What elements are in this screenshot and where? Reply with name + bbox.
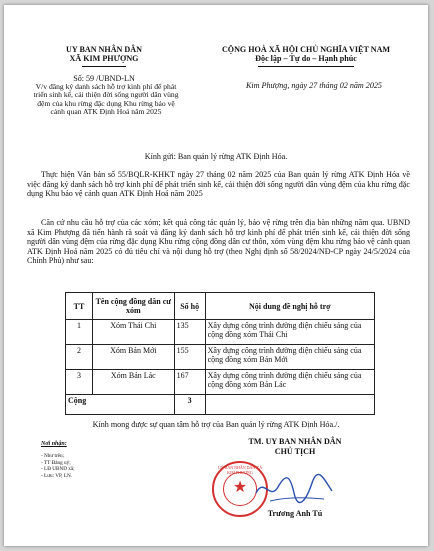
star-icon: ★ xyxy=(232,479,248,496)
table-header-row xyxy=(66,293,375,320)
header-households: Số hộ xyxy=(174,293,205,320)
total-value: 3 xyxy=(174,395,205,415)
org-line2: XÃ KIM PHƯỢNG xyxy=(69,54,139,63)
seal-text: UỶ BAN NHÂN DÂN XÃ KIM PHƯỢNG xyxy=(217,465,263,475)
signer-name: Trương Anh Tú xyxy=(267,509,323,518)
signature-position: CHỦ TỊCH xyxy=(274,447,316,456)
recipient-item: - LĐ UBND xã; xyxy=(41,466,75,473)
recipients-list xyxy=(41,453,141,479)
total-empty xyxy=(205,395,374,415)
place-date: Kim Phượng, ngày 27 tháng 02 năm 2025 xyxy=(246,81,382,90)
cell-content: Xây dựng công trình đường điện chiếu sáng của cộng đồng xóm Thái Chi xyxy=(205,320,374,345)
header-tt: TT xyxy=(66,293,93,320)
document-number: Số: 59 /UBND-LN xyxy=(73,74,135,83)
cell-households: 167 xyxy=(174,370,205,395)
recipient-item: - Như trên; xyxy=(41,453,64,459)
signature-title: TM. UY BAN NHÂN DÂN xyxy=(248,437,342,446)
org-underline xyxy=(82,66,126,67)
header-content: Nội dung đề nghị hỗ trợ xyxy=(205,293,374,320)
motto: Độc lập – Tự do – Hạnh phúc xyxy=(255,54,357,63)
cell-content: Xây dựng công trình đường điện chiếu sáng của cộng đồng xóm Bản Mới xyxy=(205,345,374,370)
table-row xyxy=(66,345,375,370)
body-paragraph-2: Căn cứ nhu cầu hỗ trợ của các xóm; kết quả công tác quản lý, bảo vệ rừng trên địa bàn những năm qua. UBND xã Kim Phượng đã tiến hành rà soát và đăng ký danh sách hỗ trợ kinh phí để phát triển sinh kế, cải thiện đời sống người dân vùng đệm của rừng đặc dụng Khu rừng cộng đồng dân cư thôn, xóm vùng đệm khu rừng bảo vệ cảnh quan ATK Định Hoá năm 2025 có đủ tiêu chí và nội dung hỗ trợ (theo Nghị định số 58/2024/NĐ-CP ngày 24/5/2024 của Chính Phủ) như sau: xyxy=(27,218,410,266)
cell-community: Xóm Bản Mới xyxy=(92,345,174,370)
recipient-line: Kính gửi: Ban quản lý rừng ATK Định Hóa. xyxy=(144,152,288,161)
recipients-title: Nơi nhận: xyxy=(41,441,67,447)
cell-community: Xóm Thái Chi xyxy=(92,320,174,345)
closing-line: Kính mong được sự quan tâm hỗ trợ của Ban quản lý rừng ATK Định Hóa./. xyxy=(92,420,340,429)
cell-tt: 1 xyxy=(66,320,93,345)
body-paragraph-1: Thực hiện Văn bản số 55/BQLR-KHKT ngày 27 tháng 02 năm 2025 của Ban quản lý rừng ATK Định Hóa về việc đăng ký danh sách hỗ trợ kinh phí để phát triển sinh kế, cải thiện đời sống người dân vùng đệm của khu rừng đặc dụng Khu bảo vệ cảnh quan ATK Định Hoá năm 2025 xyxy=(27,170,410,199)
recipient-item: - Lưu: VP, LN. xyxy=(41,472,73,479)
header-community: Tên cộng đồng dân cư xóm xyxy=(92,293,174,320)
country-name: CỘNG HOÀ XÃ HỘI CHỦ NGHĨA VIỆT NAM xyxy=(221,45,391,54)
document-subject: V/v đăng ký danh sách hỗ trợ kinh phí để phát triển sinh kế, cải thiện đời sống người dân vùng đệm của khu rừng đặc dụng Khu rừng bảo vệ cảnh quan ATK Định Hoá năm 2025 xyxy=(33,82,179,117)
table-total-row xyxy=(66,395,375,415)
cell-households: 135 xyxy=(174,320,205,345)
cell-households: 155 xyxy=(174,345,205,370)
table-row xyxy=(66,370,375,395)
recipient-item: - TT Đảng uỷ; xyxy=(41,459,71,466)
support-table xyxy=(65,292,375,415)
cell-content: Xây dựng công trình đường điện chiếu sáng của cộng đồng xóm Bản Lác xyxy=(205,370,374,395)
document-page xyxy=(4,5,428,546)
cell-community: Xóm Bản Lác xyxy=(92,370,174,395)
cell-tt: 3 xyxy=(66,370,93,395)
handwritten-signature xyxy=(250,471,338,509)
total-label: Cộng xyxy=(66,395,175,415)
org-line1: UY BAN NHÂN DÂN xyxy=(66,45,142,54)
table-row xyxy=(66,320,375,345)
cell-tt: 2 xyxy=(66,345,93,370)
motto-underline xyxy=(258,66,354,67)
